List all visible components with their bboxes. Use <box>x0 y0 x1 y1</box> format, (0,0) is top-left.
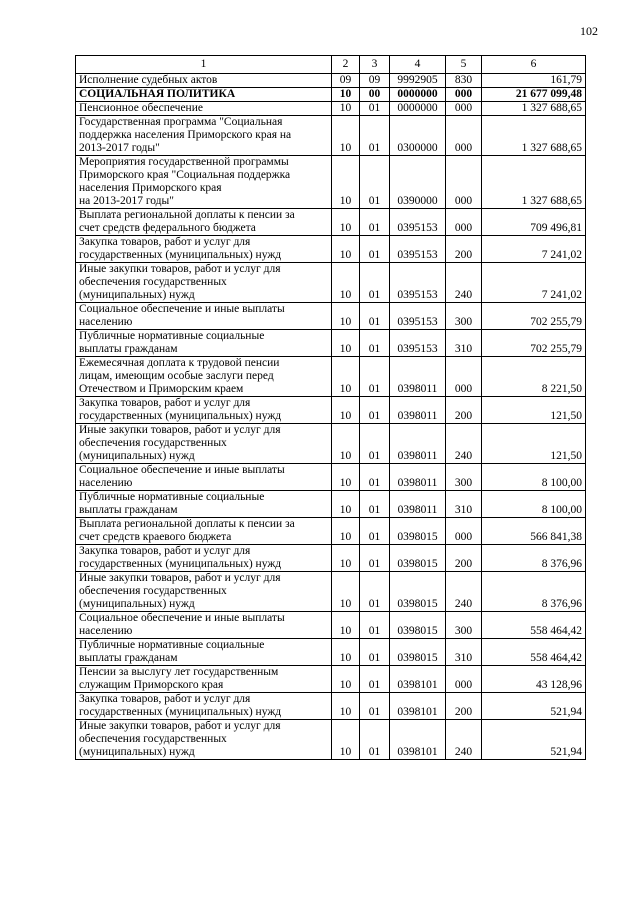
table-row <box>76 639 586 666</box>
amount-cell: 1 327 688,65 <box>482 116 586 156</box>
column-header: 6 <box>482 56 586 74</box>
expense-type-cell: 000 <box>446 156 482 209</box>
expense-type-cell: 300 <box>446 464 482 491</box>
target-code-cell: 0395153 <box>390 330 446 357</box>
subsection-code-cell: 01 <box>360 639 390 666</box>
section-code-cell: 10 <box>332 397 360 424</box>
section-code-cell: 10 <box>332 116 360 156</box>
row-name-cell: Мероприятия государственной программы Приморского края "Социальная поддержка населения Приморского края на 2013-2017 годы" <box>76 156 332 209</box>
target-code-cell: 0398015 <box>390 612 446 639</box>
target-code-cell: 0398015 <box>390 572 446 612</box>
target-code-cell: 0398101 <box>390 666 446 693</box>
amount-cell: 8 100,00 <box>482 464 586 491</box>
table-header-row <box>76 56 586 74</box>
table-row <box>76 116 586 156</box>
expense-type-cell: 200 <box>446 693 482 720</box>
subsection-code-cell: 09 <box>360 74 390 88</box>
target-code-cell: 0398011 <box>390 464 446 491</box>
section-code-cell: 10 <box>332 720 360 760</box>
table-row <box>76 666 586 693</box>
amount-cell: 161,79 <box>482 74 586 88</box>
amount-cell: 8 376,96 <box>482 545 586 572</box>
amount-cell: 521,94 <box>482 693 586 720</box>
target-code-cell: 0395153 <box>390 303 446 330</box>
expense-type-cell: 300 <box>446 303 482 330</box>
section-code-cell: 10 <box>332 545 360 572</box>
table-row <box>76 209 586 236</box>
section-code-cell: 10 <box>332 572 360 612</box>
section-code-cell: 10 <box>332 612 360 639</box>
row-name-cell: Выплата региональной доплаты к пенсии за счет средств федерального бюджета <box>76 209 332 236</box>
subsection-code-cell: 01 <box>360 236 390 263</box>
table-row <box>76 88 586 102</box>
amount-cell: 702 255,79 <box>482 330 586 357</box>
section-code-cell: 09 <box>332 74 360 88</box>
expense-type-cell: 240 <box>446 720 482 760</box>
expense-type-cell: 300 <box>446 612 482 639</box>
table-row <box>76 424 586 464</box>
section-code-cell: 10 <box>332 666 360 693</box>
table-row <box>76 330 586 357</box>
section-code-cell: 10 <box>332 491 360 518</box>
amount-cell: 1 327 688,65 <box>482 102 586 116</box>
table-row <box>76 397 586 424</box>
section-code-cell: 10 <box>332 357 360 397</box>
table-row <box>76 357 586 397</box>
subsection-code-cell: 01 <box>360 464 390 491</box>
row-name-cell: Исполнение судебных актов <box>76 74 332 88</box>
table-row <box>76 491 586 518</box>
subsection-code-cell: 01 <box>360 156 390 209</box>
target-code-cell: 0398011 <box>390 424 446 464</box>
expense-type-cell: 240 <box>446 263 482 303</box>
subsection-code-cell: 01 <box>360 209 390 236</box>
expense-type-cell: 000 <box>446 518 482 545</box>
amount-cell: 709 496,81 <box>482 209 586 236</box>
subsection-code-cell: 01 <box>360 693 390 720</box>
table-row <box>76 156 586 209</box>
subsection-code-cell: 01 <box>360 357 390 397</box>
amount-cell: 21 677 099,48 <box>482 88 586 102</box>
subsection-code-cell: 01 <box>360 545 390 572</box>
column-header: 2 <box>332 56 360 74</box>
table-row <box>76 612 586 639</box>
subsection-code-cell: 01 <box>360 424 390 464</box>
row-name-cell: Пенсионное обеспечение <box>76 102 332 116</box>
row-name-cell: Иные закупки товаров, работ и услуг для обеспечения государственных (муниципальных) нужд <box>76 424 332 464</box>
subsection-code-cell: 01 <box>360 116 390 156</box>
row-name-cell: Выплата региональной доплаты к пенсии за счет средств краевого бюджета <box>76 518 332 545</box>
amount-cell: 8 376,96 <box>482 572 586 612</box>
table-row <box>76 720 586 760</box>
target-code-cell: 0398011 <box>390 397 446 424</box>
column-header: 3 <box>360 56 390 74</box>
subsection-code-cell: 01 <box>360 612 390 639</box>
amount-cell: 121,50 <box>482 424 586 464</box>
row-name-cell: Публичные нормативные социальные выплаты гражданам <box>76 330 332 357</box>
expense-type-cell: 240 <box>446 424 482 464</box>
row-name-cell: Закупка товаров, работ и услуг для государственных (муниципальных) нужд <box>76 236 332 263</box>
section-code-cell: 10 <box>332 464 360 491</box>
row-name-cell: Закупка товаров, работ и услуг для государственных (муниципальных) нужд <box>76 397 332 424</box>
section-code-cell: 10 <box>332 88 360 102</box>
table-row <box>76 236 586 263</box>
expense-type-cell: 000 <box>446 209 482 236</box>
expense-type-cell: 200 <box>446 236 482 263</box>
section-code-cell: 10 <box>332 518 360 545</box>
table-row <box>76 545 586 572</box>
subsection-code-cell: 01 <box>360 303 390 330</box>
subsection-code-cell: 01 <box>360 397 390 424</box>
expense-type-cell: 000 <box>446 666 482 693</box>
amount-cell: 7 241,02 <box>482 236 586 263</box>
amount-cell: 558 464,42 <box>482 639 586 666</box>
row-name-cell: СОЦИАЛЬНАЯ ПОЛИТИКА <box>76 88 332 102</box>
table-row <box>76 303 586 330</box>
table-row <box>76 74 586 88</box>
section-code-cell: 10 <box>332 209 360 236</box>
column-header: 5 <box>446 56 482 74</box>
target-code-cell: 9992905 <box>390 74 446 88</box>
table-row <box>76 263 586 303</box>
row-name-cell: Социальное обеспечение и иные выплаты населению <box>76 612 332 639</box>
section-code-cell: 10 <box>332 156 360 209</box>
row-name-cell: Государственная программа "Социальная поддержка населения Приморского края на 2013-2017 годы" <box>76 116 332 156</box>
page-number: 102 <box>580 24 598 38</box>
section-code-cell: 10 <box>332 263 360 303</box>
expense-type-cell: 310 <box>446 491 482 518</box>
target-code-cell: 0398011 <box>390 491 446 518</box>
expense-type-cell: 000 <box>446 102 482 116</box>
subsection-code-cell: 01 <box>360 666 390 693</box>
amount-cell: 702 255,79 <box>482 303 586 330</box>
row-name-cell: Иные закупки товаров, работ и услуг для обеспечения государственных (муниципальных) нужд <box>76 720 332 760</box>
row-name-cell: Иные закупки товаров, работ и услуг для обеспечения государственных (муниципальных) нужд <box>76 263 332 303</box>
table-row <box>76 693 586 720</box>
expense-type-cell: 310 <box>446 639 482 666</box>
section-code-cell: 10 <box>332 693 360 720</box>
expense-type-cell: 310 <box>446 330 482 357</box>
table-row <box>76 518 586 545</box>
subsection-code-cell: 01 <box>360 263 390 303</box>
amount-cell: 558 464,42 <box>482 612 586 639</box>
expense-type-cell: 200 <box>446 545 482 572</box>
target-code-cell: 0000000 <box>390 102 446 116</box>
subsection-code-cell: 01 <box>360 330 390 357</box>
amount-cell: 121,50 <box>482 397 586 424</box>
table-row <box>76 102 586 116</box>
section-code-cell: 10 <box>332 303 360 330</box>
column-header: 1 <box>76 56 332 74</box>
row-name-cell: Иные закупки товаров, работ и услуг для обеспечения государственных (муниципальных) нужд <box>76 572 332 612</box>
target-code-cell: 0398011 <box>390 357 446 397</box>
table-row <box>76 572 586 612</box>
subsection-code-cell: 00 <box>360 88 390 102</box>
row-name-cell: Социальное обеспечение и иные выплаты населению <box>76 303 332 330</box>
section-code-cell: 10 <box>332 639 360 666</box>
amount-cell: 521,94 <box>482 720 586 760</box>
target-code-cell: 0000000 <box>390 88 446 102</box>
section-code-cell: 10 <box>332 236 360 263</box>
amount-cell: 8 221,50 <box>482 357 586 397</box>
expense-type-cell: 000 <box>446 357 482 397</box>
amount-cell: 8 100,00 <box>482 491 586 518</box>
expense-type-cell: 000 <box>446 88 482 102</box>
budget-table <box>75 55 586 760</box>
row-name-cell: Публичные нормативные социальные выплаты гражданам <box>76 491 332 518</box>
section-code-cell: 10 <box>332 330 360 357</box>
subsection-code-cell: 01 <box>360 720 390 760</box>
target-code-cell: 0398015 <box>390 518 446 545</box>
amount-cell: 566 841,38 <box>482 518 586 545</box>
target-code-cell: 0395153 <box>390 209 446 236</box>
row-name-cell: Социальное обеспечение и иные выплаты населению <box>76 464 332 491</box>
section-code-cell: 10 <box>332 424 360 464</box>
column-header: 4 <box>390 56 446 74</box>
expense-type-cell: 200 <box>446 397 482 424</box>
row-name-cell: Закупка товаров, работ и услуг для государственных (муниципальных) нужд <box>76 693 332 720</box>
section-code-cell: 10 <box>332 102 360 116</box>
target-code-cell: 0395153 <box>390 236 446 263</box>
target-code-cell: 0390000 <box>390 156 446 209</box>
amount-cell: 1 327 688,65 <box>482 156 586 209</box>
target-code-cell: 0300000 <box>390 116 446 156</box>
row-name-cell: Ежемесячная доплата к трудовой пенсии лицам, имеющим особые заслуги перед Отечеством и Приморским краем <box>76 357 332 397</box>
target-code-cell: 0398101 <box>390 720 446 760</box>
subsection-code-cell: 01 <box>360 491 390 518</box>
target-code-cell: 0395153 <box>390 263 446 303</box>
amount-cell: 7 241,02 <box>482 263 586 303</box>
subsection-code-cell: 01 <box>360 518 390 545</box>
row-name-cell: Публичные нормативные социальные выплаты гражданам <box>76 639 332 666</box>
target-code-cell: 0398015 <box>390 639 446 666</box>
expense-type-cell: 830 <box>446 74 482 88</box>
expense-type-cell: 240 <box>446 572 482 612</box>
target-code-cell: 0398015 <box>390 545 446 572</box>
expense-type-cell: 000 <box>446 116 482 156</box>
table-row <box>76 464 586 491</box>
row-name-cell: Закупка товаров, работ и услуг для государственных (муниципальных) нужд <box>76 545 332 572</box>
amount-cell: 43 128,96 <box>482 666 586 693</box>
subsection-code-cell: 01 <box>360 572 390 612</box>
subsection-code-cell: 01 <box>360 102 390 116</box>
row-name-cell: Пенсии за выслугу лет государственным служащим Приморского края <box>76 666 332 693</box>
target-code-cell: 0398101 <box>390 693 446 720</box>
